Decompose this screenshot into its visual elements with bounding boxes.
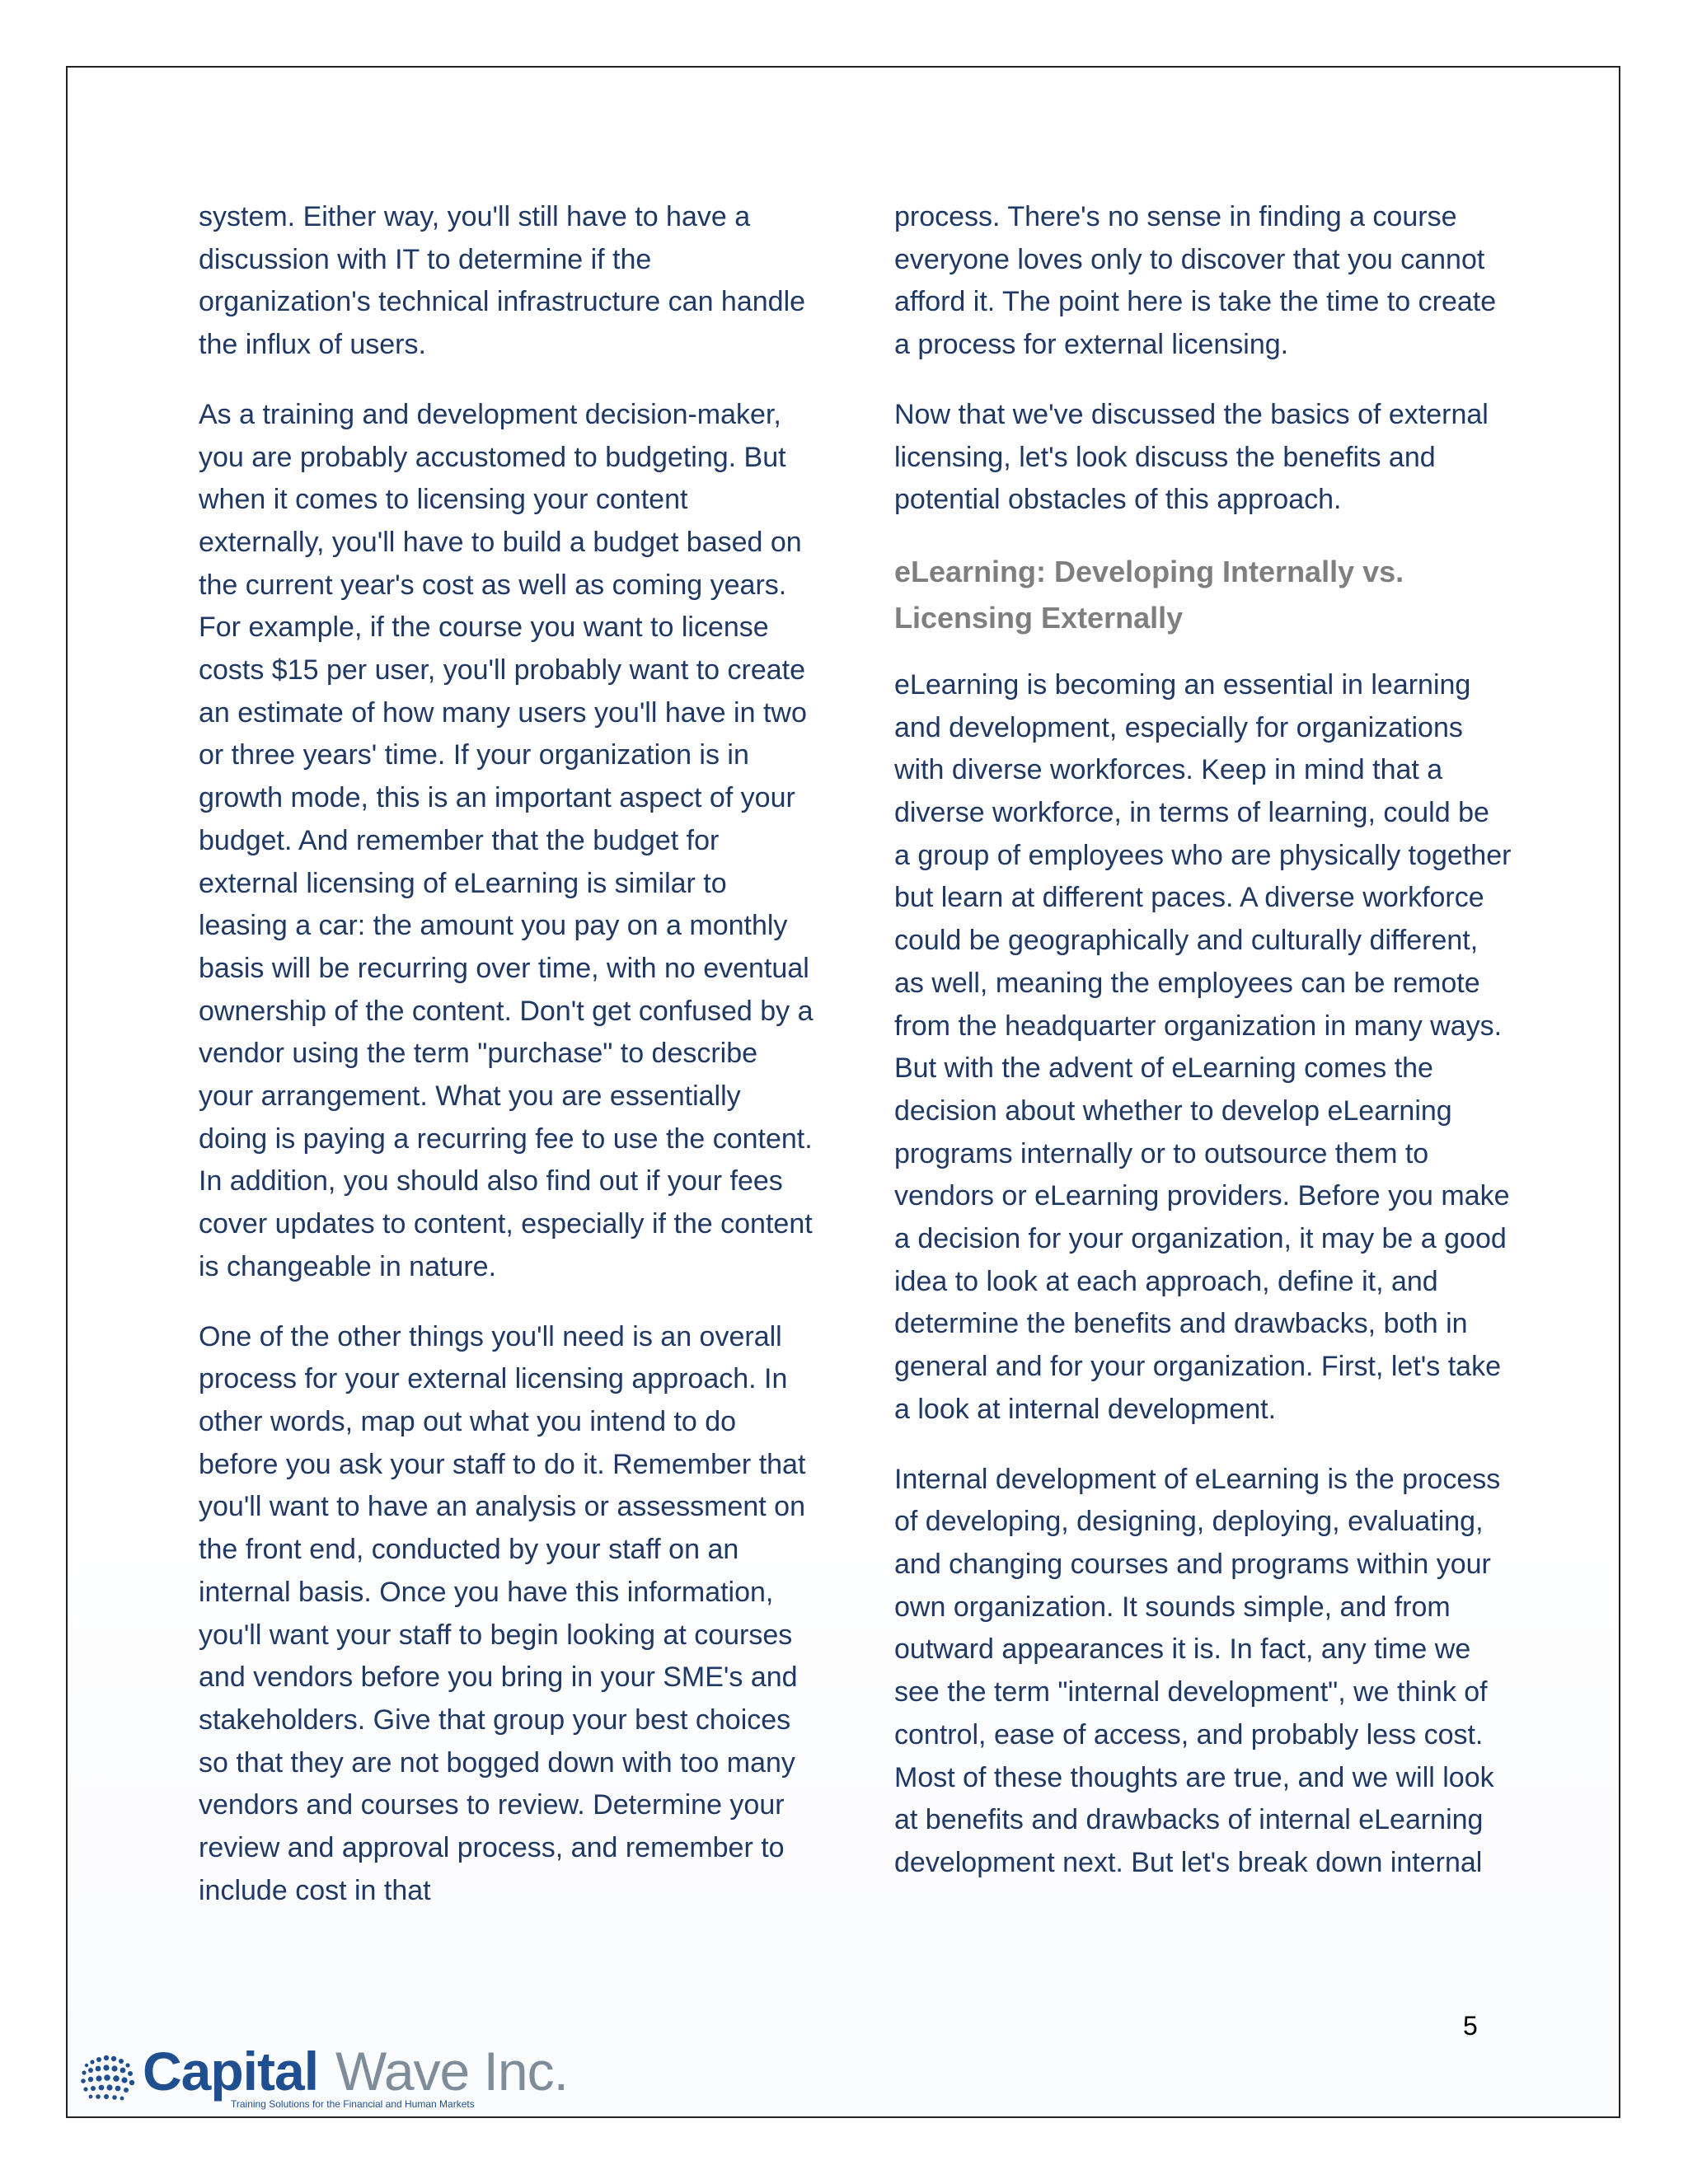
- paragraph: As a training and development decision-maker, you are probably accustomed to budgeting. But when it comes to licensing your content externally, you'll have to build a budget based on the current year's cost as well as coming years. For example, if the course you want to license costs $15 per user, you'll probably want to create an estimate of how many users you'll have in two or three years' time. If your organization is in growth mode, this is an important aspect of your budget. And remember that the budget for external licensing of eLearning is similar to leasing a car: the amount you pay on a monthly basis will be recurring over time, with no eventual ownership of the content. Don't get confused by a vendor using the term "purchase" to describe your arrangement. What you are essentially doing is paying a recurring fee to use the content. In addition, you should also find out if your fees cover updates to content, especially if the content is changeable in nature.: [199, 398, 814, 1282]
- paragraph: process. There's no sense in finding a course everyone loves only to discover that you cannot afford it. The point here is take the time to create a process for external licensing.: [894, 201, 1497, 361]
- company-logo: [78, 2036, 573, 2114]
- paragraph: Internal development of eLearning is the process of developing, designing, deploying, evaluating, and changing courses and programs within your own organization. It sounds simple, and from outward appearances it is. In fact, any time we see the term "internal development", we think of control, ease of access, and probably less cost. Most of these thoughts are true, and we will look at benefits and drawbacks of internal eLearning development next. But let's break down internal: [894, 1463, 1501, 1878]
- paragraph: system. Either way, you'll still have to have a discussion with IT to determine if the organization's technical infrastructure can handle the influx of users.: [199, 201, 806, 361]
- page-number: 5: [1463, 2011, 1478, 2041]
- logo-text-wave: Wave Inc.: [335, 2041, 568, 2102]
- logo-text-capital: Capital: [143, 2041, 319, 2102]
- paragraph: One of the other things you'll need is an overall process for your external licensing approach. In other words, map out what you intend to do before you ask your staff to do it. Remember that you'll want to have an analysis or assessment on the front end, conducted by your staff on an internal basis. Once you have this information, you'll want your staff to begin looking at courses and vendors before you bring in your SME's and stakeholders. Give that group your best choices so that they are not bogged down with too many vendors and courses to review. Determine your review and approval process, and remember to include cost in that: [199, 1320, 806, 1906]
- paragraph: eLearning is becoming an essential in learning and development, especially for organizations with diverse workforces. Keep in mind that a diverse workforce, in terms of learning, could be a group of employees who are physically together but learn at different paces. A diverse workforce could be geographically and culturally different, as well, meaning the employees can be remote from the headquarter organization in many ways. But with the advent of eLearning comes the decision about whether to develop eLearning programs internally or to outsource them to vendors or eLearning providers. Before you make a decision for your organization, it may be a good idea to look at each approach, define it, and determine the benefits and drawbacks, both in general and for your organization. First, let's take a look at internal development.: [894, 668, 1512, 1425]
- right-column: [894, 196, 1512, 1912]
- left-column: [199, 196, 817, 1939]
- section-heading: eLearning: Developing Internally vs. Licensing Externally: [894, 554, 1404, 635]
- paragraph: Now that we've discussed the basics of external licensing, let's look discuss the benefits and potential obstacles of this approach.: [894, 398, 1489, 516]
- globe-icon: [78, 2047, 138, 2107]
- logo-tagline: Training Solutions for the Financial and Human Markets: [231, 2098, 475, 2110]
